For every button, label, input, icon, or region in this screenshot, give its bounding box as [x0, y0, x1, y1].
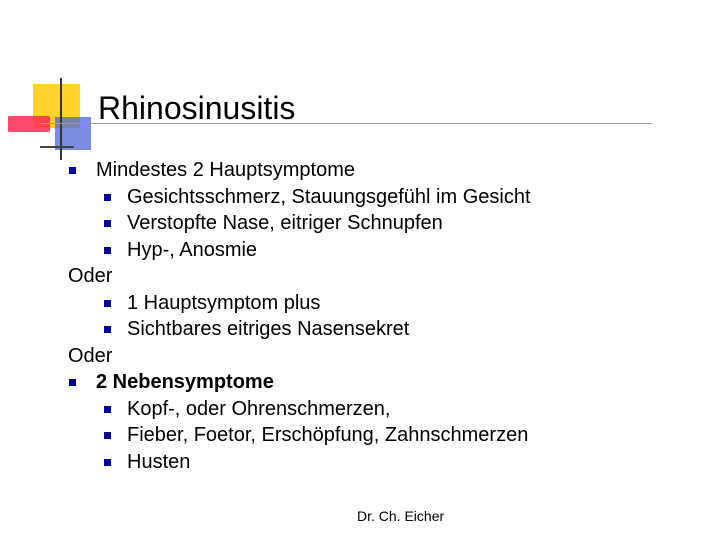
- bullet-item: [0, 290, 720, 317]
- bullet-text: Fieber, Foetor, Erschöpfung, Zahnschmerzen: [127, 424, 529, 446]
- bullet-text: Husten: [127, 450, 191, 473]
- square-bullet-icon: [69, 167, 76, 174]
- bullet-item: [0, 184, 720, 211]
- title-decoration: [0, 0, 720, 170]
- bullet-text: 2 Nebensymptome: [96, 371, 274, 393]
- square-bullet-icon: [104, 194, 111, 201]
- decoration-short-line: [40, 146, 74, 148]
- slide-body: [0, 157, 720, 475]
- bullet-text: Oder: [68, 344, 113, 367]
- square-bullet-icon: [69, 379, 76, 386]
- bullet-text: 1 Hauptsymptom plus: [127, 291, 321, 314]
- square-bullet-icon: [104, 326, 111, 333]
- bullet-text: Gesichtsschmerz, Stauungsgefühl im Gesicht: [127, 185, 531, 208]
- bullet-item: [0, 316, 720, 343]
- bullet-item: [0, 210, 720, 237]
- bullet-item: [0, 396, 720, 423]
- bullet-text: Oder: [68, 265, 113, 287]
- slide-footer: Dr. Ch. Eicher: [357, 508, 445, 524]
- square-bullet-icon: [104, 459, 111, 466]
- bullet-text: Mindestes 2 Hauptsymptome: [96, 159, 356, 181]
- bullet-item: [0, 237, 720, 264]
- connector-line: [0, 263, 720, 290]
- bullet-item: [0, 422, 720, 449]
- square-bullet-icon: [104, 406, 111, 413]
- square-bullet-icon: [104, 247, 111, 254]
- square-bullet-icon: [104, 220, 111, 227]
- bullet-text: Hyp-, Anosmie: [127, 238, 258, 261]
- square-bullet-icon: [104, 300, 111, 307]
- bullet-item: [0, 157, 720, 184]
- slide-title: Rhinosinusitis: [98, 90, 296, 126]
- bullet-text: Verstopfte Nase, eitriger Schnupfen: [127, 212, 443, 234]
- bullet-text: Kopf-, oder Ohrenschmerzen,: [127, 397, 391, 420]
- bullet-item: [0, 369, 720, 396]
- bullet-item: [0, 449, 720, 476]
- connector-line: [0, 343, 720, 370]
- bullet-text: Sichtbares eitriges Nasensekret: [127, 318, 410, 340]
- square-bullet-icon: [104, 432, 111, 439]
- decoration-red-bar: [8, 116, 50, 132]
